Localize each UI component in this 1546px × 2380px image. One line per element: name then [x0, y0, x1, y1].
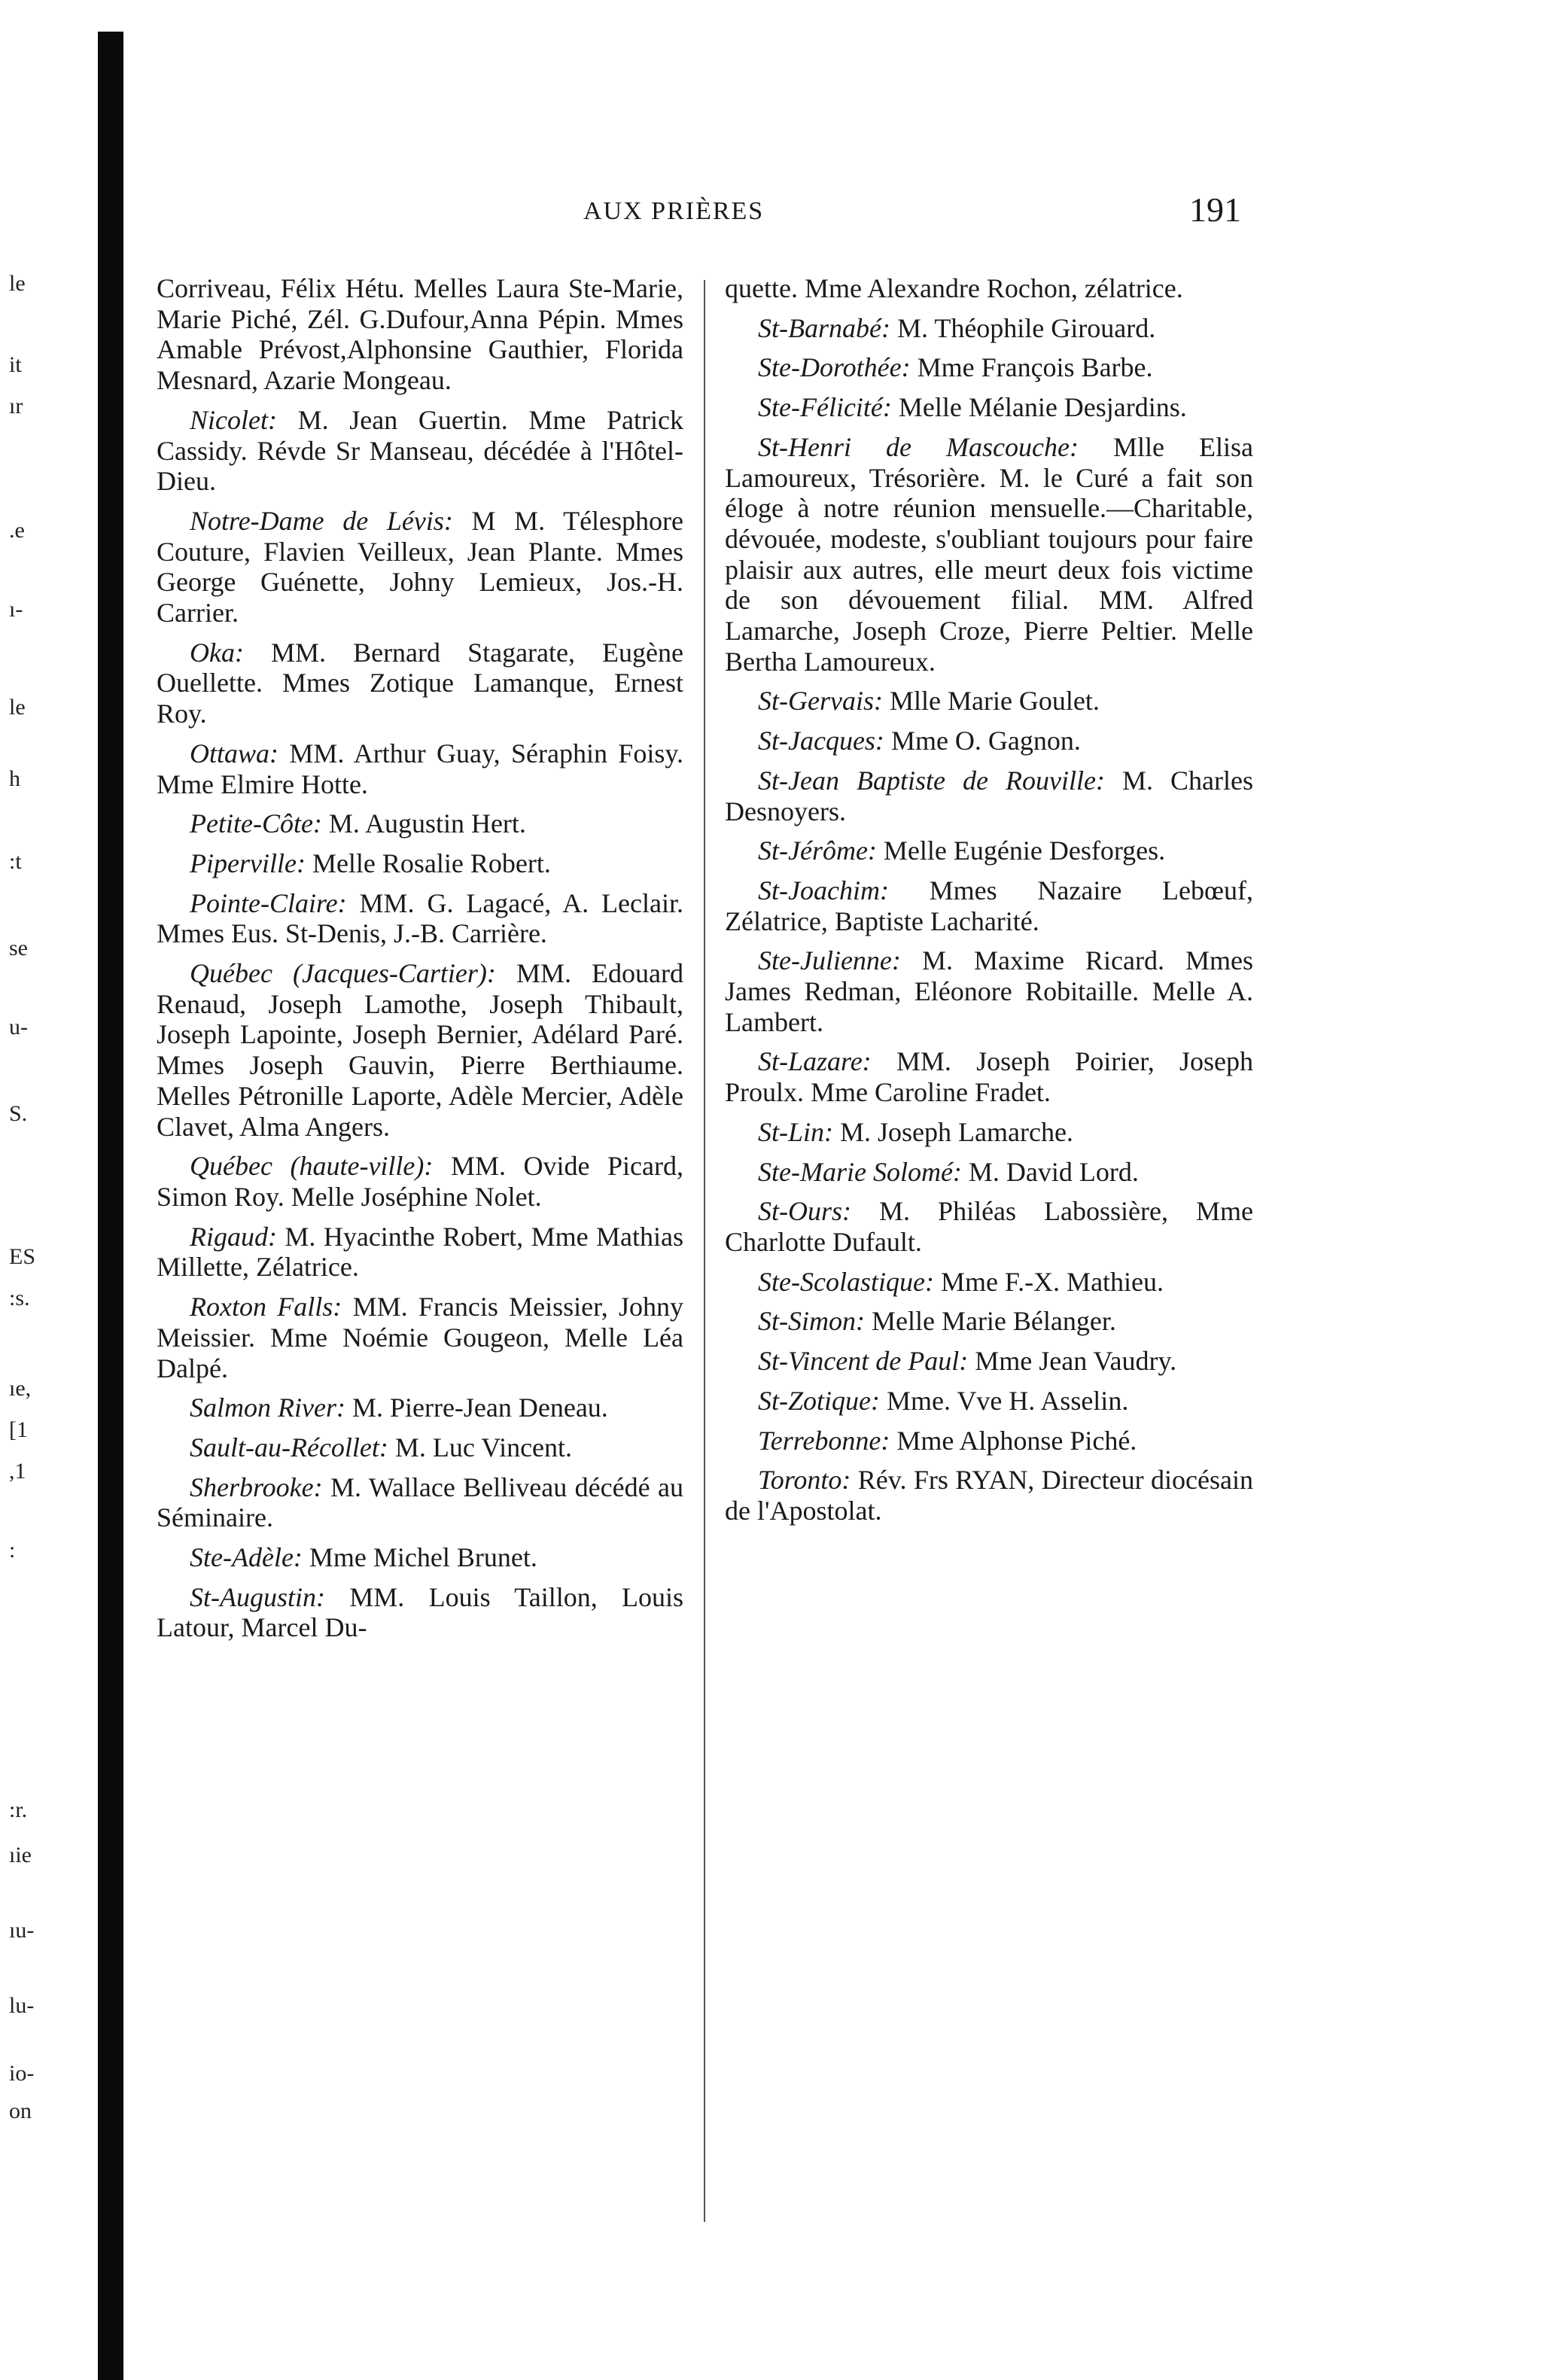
entry	[157, 1151, 683, 1212]
entry-text: Melle Rosalie Robert.	[305, 848, 551, 878]
place-name: Petite-Côte:	[190, 808, 322, 839]
place-name: Ste-Marie Solomé:	[758, 1156, 962, 1187]
margin-fragment: ıu-	[9, 1918, 35, 1943]
margin-fragment: S.	[9, 1101, 28, 1126]
place-name: Ste-Félicité:	[758, 392, 892, 423]
entry	[725, 1267, 1253, 1298]
place-name: St-Lin:	[758, 1116, 834, 1147]
entry	[157, 1582, 683, 1643]
margin-fragment: [1	[9, 1417, 28, 1442]
entry-text: M. Luc Vincent.	[388, 1432, 573, 1462]
entry-text: Melle Marie Bélanger.	[864, 1306, 1116, 1337]
entry-text: Melle Mélanie Desjardins.	[891, 392, 1187, 423]
entry	[725, 1465, 1253, 1526]
entry	[725, 1117, 1253, 1148]
entry	[157, 1472, 683, 1533]
place-name: Ste-Scolastique:	[758, 1266, 934, 1297]
place-name: St-Jérôme:	[758, 835, 877, 866]
entry-text: Corriveau, Félix Hétu. Melles Laura Ste-Marie, Marie Piché, Zél. G.Dufour,Anna Pépin. Mmes Amable Prévost,Alphonsine Gauthier, Florida Mesnard, Azarie Mongeau.	[157, 273, 683, 396]
margin-fragment: :r.	[9, 1797, 28, 1822]
entry	[725, 1046, 1253, 1107]
entry	[725, 875, 1253, 936]
place-name: St-Zotique:	[758, 1385, 880, 1416]
margin-fragment: io-	[9, 2061, 35, 2086]
place-name: Terrebonne:	[758, 1425, 890, 1456]
entry	[725, 352, 1253, 383]
place-name: St-Henri de Mascouche:	[758, 431, 1079, 462]
entry-text: MM. Bernard Stagarate, Eugène Ouellette. Mmes Zotique Lamanque, Ernest Roy.	[157, 637, 683, 729]
entry	[725, 726, 1253, 756]
entry	[157, 506, 683, 628]
column-divider	[704, 280, 705, 2222]
entry	[157, 1542, 683, 1573]
entry	[725, 273, 1253, 304]
entry	[725, 313, 1253, 344]
margin-fragment: ı-	[9, 597, 23, 622]
entry-text: Mme François Barbe.	[910, 352, 1153, 383]
entry-text: M. Charles Desnoyers.	[725, 765, 1253, 826]
place-name: Québec (Jacques-Cartier):	[190, 958, 496, 989]
entry	[725, 765, 1253, 826]
entry-text: M. Joseph Lamarche.	[833, 1116, 1073, 1147]
entry	[157, 638, 683, 729]
entry-text: M. Hyacinthe Robert, Mme Mathias Millette, Zélatrice.	[157, 1221, 683, 1283]
entry-text: MM. Ovide Picard, Simon Roy. Melle Joséphine Nolet.	[157, 1151, 683, 1212]
place-name: Piperville:	[190, 848, 306, 878]
entry-text: MM. G. Lagacé, A. Leclair. Mmes Eus. St-Denis, J.-B. Carrière.	[157, 887, 683, 949]
margin-fragment: le	[9, 695, 26, 720]
entry-text: M. Maxime Ricard. Mmes James Redman, Eléonore Robitaille. Melle A. Lambert.	[725, 945, 1253, 1037]
entry	[725, 392, 1253, 423]
entry	[157, 808, 683, 839]
entry	[157, 738, 683, 799]
entry-text: M. Wallace Belliveau décédé au Séminaire.	[157, 1472, 683, 1533]
entry-text: MM. Edouard Renaud, Joseph Lamothe, Joseph Thibault, Joseph Lapointe, Joseph Bernier, Adélard Paré. Mmes Joseph Gauvin, Pierre Berthiaume. Melles Pétronille Laporte, Adèle Mercier, Adèle Clavet, Alma Angers.	[157, 958, 683, 1142]
entry-text: MM. Louis Taillon, Louis Latour, Marcel Du-	[157, 1581, 683, 1643]
place-name: St-Ours:	[758, 1196, 851, 1227]
entry	[725, 432, 1253, 677]
place-name: St-Augustin:	[190, 1581, 325, 1612]
entry	[725, 1386, 1253, 1417]
left-column	[157, 273, 683, 1652]
margin-fragment: lu-	[9, 1993, 35, 2018]
margin-fragment: on	[9, 2098, 32, 2123]
entry-text: Mme Michel Brunet.	[302, 1542, 537, 1573]
entry-text: Mmes Nazaire Lebœuf, Zélatrice, Baptiste Lacharité.	[725, 875, 1253, 936]
place-name: St-Simon:	[758, 1306, 865, 1337]
entry-text: Melle Eugénie Desforges.	[876, 835, 1166, 866]
entry	[725, 1306, 1253, 1337]
entry-text: MM. Joseph Poirier, Joseph Proulx. Mme Caroline Fradet.	[725, 1046, 1253, 1108]
entry-text: MM. Francis Meissier, Johny Meissier. Mme Noémie Gougeon, Melle Léa Dalpé.	[157, 1292, 683, 1383]
place-name: Toronto:	[758, 1465, 851, 1496]
page-number: 191	[1189, 190, 1241, 229]
place-name: St-Gervais:	[758, 686, 883, 717]
margin-fragment: ES	[9, 1244, 36, 1269]
left-margin-bleed	[0, 0, 98, 2380]
entry-text: M. Pierre-Jean Deneau.	[345, 1392, 608, 1423]
entry	[157, 888, 683, 949]
entry	[157, 1292, 683, 1383]
entry	[725, 1346, 1253, 1377]
entry-text: Mlle Elisa Lamoureux, Trésorière. M. le Curé a fait son éloge à notre réunion mensuelle.—Charitable, dévouée, modeste, s'oubliant toujours pour faire plaisir aux autres, elle meurt deux fois victime de son dévouement filial. MM. Alfred Lamarche, Joseph Croze, Pierre Peltier. Melle Bertha Lamoureux.	[725, 431, 1253, 677]
entry	[157, 405, 683, 497]
margin-fragment: it	[9, 352, 22, 377]
place-name: St-Lazare:	[758, 1046, 872, 1077]
entry	[725, 1426, 1253, 1456]
entry-text: quette. Mme Alexandre Rochon, zélatrice.	[725, 273, 1183, 303]
place-name: Oka:	[190, 637, 244, 668]
entry-text: Mlle Marie Goulet.	[882, 686, 1100, 717]
entry-text: M. Théophile Girouard.	[890, 312, 1156, 343]
margin-fragment: ıie	[9, 1843, 32, 1867]
entry	[157, 1432, 683, 1463]
entry-text: Mme Jean Vaudry.	[968, 1346, 1177, 1377]
place-name: St-Barnabé:	[758, 312, 890, 343]
entry	[157, 1392, 683, 1423]
place-name: Sherbrooke:	[190, 1472, 323, 1502]
place-name: St-Jacques:	[758, 726, 884, 756]
entry-text: M. David Lord.	[961, 1156, 1139, 1187]
entry	[725, 835, 1253, 866]
entry	[157, 848, 683, 879]
margin-fragment: ır	[9, 394, 23, 418]
right-column	[725, 273, 1253, 1535]
entry-text: Mme O. Gagnon.	[884, 726, 1081, 756]
margin-fragment: :s.	[9, 1286, 30, 1310]
entry-text: M. Philéas Labossière, Mme Charlotte Dufault.	[725, 1196, 1253, 1257]
entry	[157, 273, 683, 396]
entry	[725, 686, 1253, 717]
place-name: Sault-au-Récollet:	[190, 1432, 388, 1462]
place-name: Salmon River:	[190, 1392, 345, 1423]
margin-fragment: .e	[9, 518, 25, 543]
entry-text: M. Augustin Hert.	[321, 808, 526, 839]
entry	[725, 1196, 1253, 1257]
entry	[725, 945, 1253, 1037]
entry-text: Mme F.-X. Mathieu.	[933, 1266, 1164, 1297]
book-spine-shadow	[98, 32, 123, 2380]
place-name: Pointe-Claire:	[190, 887, 347, 918]
place-name: Québec (haute-ville):	[190, 1151, 434, 1182]
margin-fragment: ,1	[9, 1459, 26, 1484]
margin-fragment: :	[9, 1538, 16, 1563]
place-name: Rigaud:	[190, 1221, 277, 1252]
place-name: Ste-Julienne:	[758, 945, 901, 976]
entry-text: Rév. Frs RYAN, Directeur diocésain de l'Apostolat.	[725, 1465, 1253, 1526]
place-name: Nicolet:	[190, 404, 277, 435]
running-header: AUX PRIÈRES	[583, 197, 765, 225]
entry	[157, 1222, 683, 1283]
place-name: Notre-Dame de Lévis:	[190, 505, 453, 536]
margin-fragment: se	[9, 936, 28, 960]
entry-text: M. Jean Guertin. Mme Patrick Cassidy. Révde Sr Manseau, décédée à l'Hôtel-Dieu.	[157, 404, 683, 497]
entry-text: Mme Alphonse Piché.	[890, 1425, 1137, 1456]
entry	[725, 1157, 1253, 1188]
place-name: St-Jean Baptiste de Rouville:	[758, 765, 1105, 796]
entry-text: M M. Télesphore Couture, Flavien Veilleux, Jean Plante. Mmes George Guénette, Johny Lemieux, Jos.-H. Carrier.	[157, 505, 684, 628]
margin-fragment: ıe,	[9, 1376, 32, 1401]
entry	[157, 958, 683, 1142]
margin-fragment: le	[9, 271, 26, 296]
margin-fragment: :t	[9, 849, 22, 874]
place-name: Ste-Adèle:	[190, 1542, 303, 1573]
entry-text: Mme. Vve H. Asselin.	[879, 1385, 1129, 1416]
margin-fragment: u-	[9, 1015, 28, 1039]
place-name: Ste-Dorothée:	[758, 352, 911, 383]
margin-fragment: h	[9, 766, 20, 791]
place-name: St-Vincent de Paul:	[758, 1346, 969, 1377]
entry-text: MM. Arthur Guay, Séraphin Foisy. Mme Elmire Hotte.	[157, 738, 683, 799]
place-name: Roxton Falls:	[190, 1292, 342, 1322]
place-name: St-Joachim:	[758, 875, 889, 905]
place-name: Ottawa:	[190, 738, 279, 768]
